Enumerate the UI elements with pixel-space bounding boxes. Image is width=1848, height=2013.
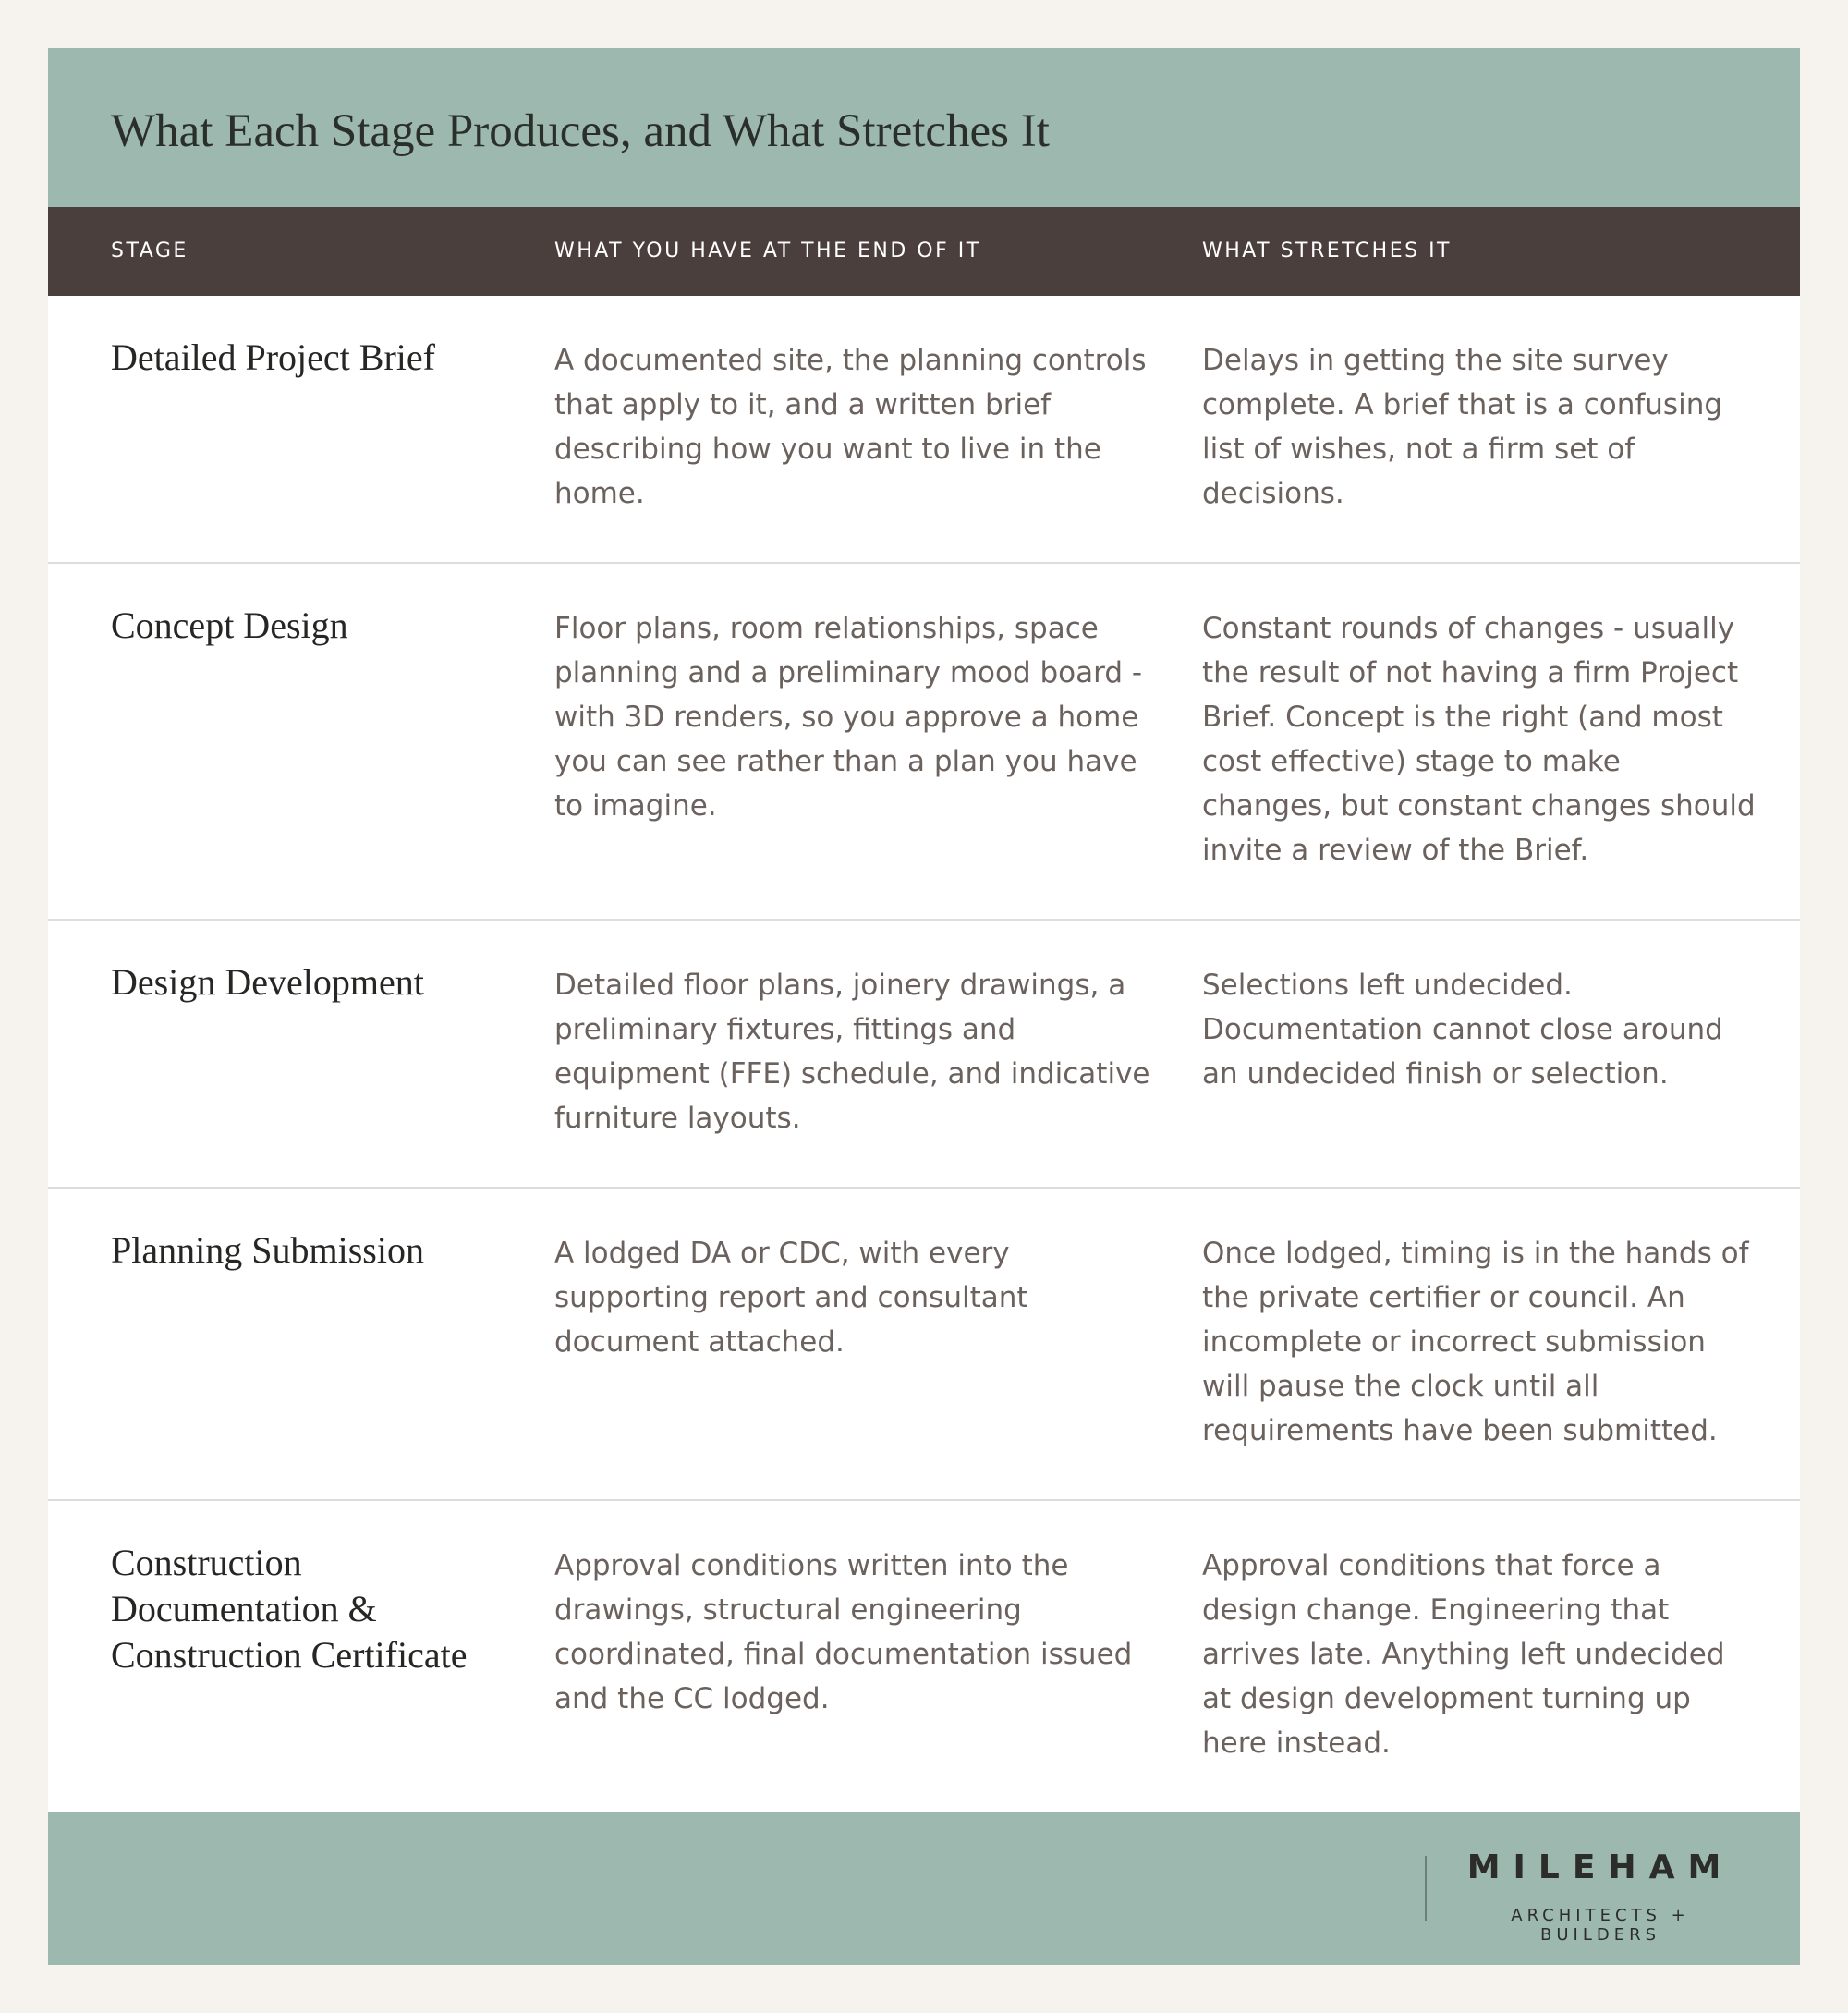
logo-divider (1425, 1856, 1427, 1921)
logo-tagline: ARCHITECTS + BUILDERS (1511, 1906, 1690, 1945)
footer-band (48, 1812, 1800, 1965)
table-row (48, 296, 1800, 564)
table-header (48, 207, 1800, 296)
stretches-text: Constant rounds of changes - usually the result of not having a firm Project Brief. Concept is the right (and most cost effective) stage to make changes, but constant changes should invite a review of the Brief. (1202, 612, 1756, 867)
stretches-text: Selections left undecided. Documentation cannot close around an undecided finish or selection. (1202, 969, 1723, 1091)
end-result-text: Approval conditions written into the drawings, structural engineering coordinated, final documentation issued and the CC lodged. (554, 1549, 1133, 1715)
stage-name: Planning Submission (111, 1229, 424, 1271)
title-band (48, 48, 1800, 207)
stage-table-card (48, 48, 1800, 1965)
table-row (48, 1189, 1800, 1501)
stretches-text: Once lodged, timing is in the hands of the private certifier or council. An incomplete or incorrect submission will pause the clock until all requirements have been submitted. (1202, 1237, 1749, 1447)
table-row (48, 1501, 1800, 1812)
stage-name: Construction Documentation & Construction Certificate (111, 1542, 468, 1676)
stage-name: Design Development (111, 961, 424, 1003)
stretches-text: Delays in getting the site survey complete. A brief that is a confusing list of wishes, not a firm set of decisions. (1202, 344, 1723, 510)
logo-wordmark: MILEHAM (1466, 1848, 1734, 1886)
header-stretches: WHAT STRETCHES IT (1202, 239, 1452, 262)
end-result-text: A lodged DA or CDC, with every supporting report and consultant document attached. (554, 1237, 1028, 1359)
stage-name: Detailed Project Brief (111, 336, 435, 378)
end-result-text: Floor plans, room relationships, space planning and a preliminary mood board - with 3D renders, so you approve a home you can see rather than a plan you have to imagine. (554, 612, 1143, 823)
table-row (48, 564, 1800, 921)
page-title: What Each Stage Produces, and What Stretches It (111, 105, 1050, 157)
table-row (48, 921, 1800, 1189)
end-result-text: A documented site, the planning controls that apply to it, and a written brief describing how you want to live in the home. (554, 344, 1147, 510)
stretches-text: Approval conditions that force a design change. Engineering that arrives late. Anything left undecided at design development turning up here instead. (1202, 1549, 1725, 1760)
header-stage: STAGE (111, 239, 188, 262)
header-end-result: WHAT YOU HAVE AT THE END OF IT (554, 239, 981, 262)
end-result-text: Detailed floor plans, joinery drawings, a preliminary fixtures, fittings and equipment (FFE) schedule, and indicative furniture layouts. (554, 969, 1150, 1135)
stage-name: Concept Design (111, 604, 348, 646)
